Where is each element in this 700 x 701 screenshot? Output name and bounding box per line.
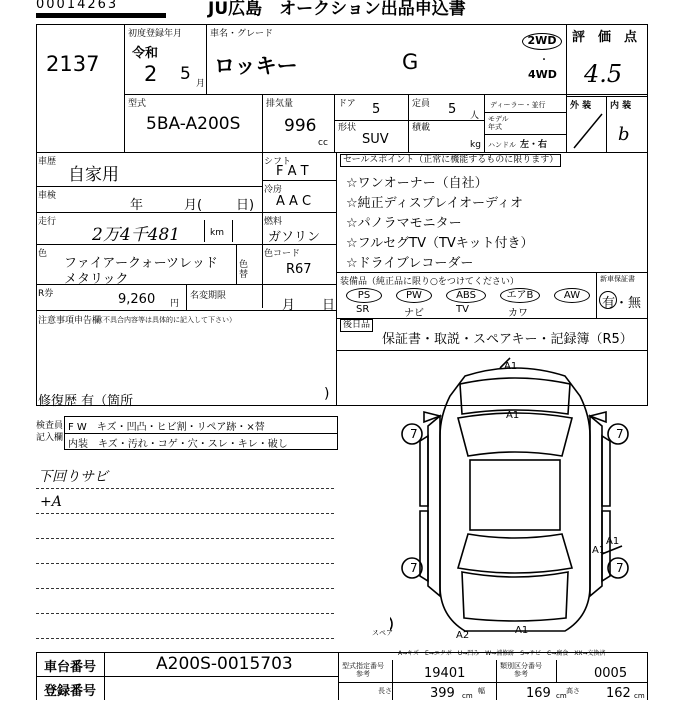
doors-value: 5 [372,102,381,117]
inspector-interior-row: 内装 キズ・汚れ・コゲ・穴・スレ・キレ・破し [68,439,288,450]
row-line [336,318,648,319]
height-value: 162 [606,686,631,701]
sale-point-item: ☆ドライブレコーダー [346,256,474,271]
drive-2wd-badge: 2WD [522,33,562,50]
wheel-mark-icon: 7 [410,427,418,441]
inspector-label: 検査員 記入欄 [36,421,64,443]
inspection-day-label: 日) [236,198,255,213]
transfer-month-label: 月 [282,298,296,313]
row-line [64,433,338,434]
sale-points-label: セールスポイント（正常に機能するものに限ります） [340,154,561,167]
repair-label: 修復歴 [38,394,78,409]
mileage-unit: km [210,228,224,238]
equip-navi: ナビ [404,308,424,319]
fuel-label: 燃料 [264,217,283,227]
spare-label: スペア [372,629,393,637]
aircon-label: 冷房 [264,185,283,195]
damage-mark: A2 [456,630,470,641]
color-code-label: 色コード [264,249,301,259]
row-line [36,676,338,677]
row-line [566,96,648,97]
row-line [336,272,648,273]
col-line [596,272,597,318]
model-value: 5BA-A200S [146,114,241,134]
type-cert-label: 型式指定番号 参考 [342,662,384,678]
equip-airbag: エアB [500,288,540,303]
equip-pw: PW [396,288,432,303]
col-line [204,220,205,242]
row-line [36,212,262,213]
evaluation-label: 評 価 点 [572,30,638,45]
equipment-label: 装備品（純正品に限り○をつけてください） [340,277,519,287]
col-line [566,24,567,152]
col-line [232,220,233,242]
attachments-value: 保証書・取説・スペアキー・記録簿（R5） [382,332,633,347]
wheel-mark-icon: 7 [410,561,418,575]
evaluation-score: 4.5 [584,60,623,88]
length-unit: cm [462,692,473,700]
color-label: 色 [38,249,48,259]
shift-value: F A T [276,164,309,179]
handle-value: 左・右 [520,140,548,150]
equip-kawa: カワ [508,308,528,319]
transfer-label: 名変期限 [190,291,227,301]
memo-line [36,513,334,514]
color-change-tag: 色替 [239,260,249,280]
equip-sr: SR [356,304,370,315]
sale-point-item: ☆ワンオーナー（自社） [346,176,488,191]
displacement-unit: cc [318,138,328,148]
memo-line [36,588,334,589]
frame-label: 車台番号 [44,660,97,675]
col-line [336,152,337,406]
row-line [338,682,648,683]
equip-tv: TV [456,304,469,315]
model-year-label: モデル年式 [488,115,509,131]
col-line [392,660,393,700]
width-unit: cm [556,692,567,700]
capacity-label: 定員 [412,99,431,109]
memo-line [36,488,334,489]
color-line2: メタリック [64,272,129,287]
doors-label: ドア [338,99,356,109]
length-value: 399 [430,686,455,701]
memo-line [36,538,334,539]
handwritten-note: 下回りサビ [38,469,108,485]
color-code-value: R67 [286,262,312,277]
equip-abs: ABS [446,288,486,303]
drive-4wd: 4WD [528,68,557,81]
class-value: 0005 [594,666,628,681]
load-unit: kg [470,140,481,150]
col-line [206,24,207,94]
memo-line [36,638,334,639]
inspector-fw-row: F W キズ・凹凸・ヒビ割・リペア跡・×替 [68,422,265,433]
sale-point-item: ☆フルセグTV（TVキット付き） [346,236,534,251]
row-line [334,120,484,121]
drive-separator: ・ [539,55,549,66]
usage-value: 自家用 [68,165,119,185]
registration-era: 令和 [132,46,159,61]
body-value: SUV [362,132,389,147]
new-book-value: 有・無 [602,296,642,311]
car-name: ロッキー [214,54,298,78]
registration-label: 初度登録年月 [128,29,183,39]
length-label: 長さ [378,687,392,695]
header-rule [36,13,166,18]
memo-line [36,563,334,564]
damage-mark: A1 [592,545,606,556]
handwritten-note: +A [40,494,62,510]
interior-score: b [618,124,630,145]
memo-line [36,613,334,614]
width-label: 幅 [478,687,485,695]
repair-value: 有（箇所 [81,394,134,409]
handle-label: ハンドル [488,141,516,149]
doc-number: 00014263 [36,0,119,12]
interior-label: 内 装 [610,101,632,111]
usage-label: 車歴 [38,157,57,167]
inspection-month-label: 月( [184,198,203,213]
notes-sublabel: （不具合内容等は具体的に記入して下さい） [96,316,236,324]
equip-aw: AW [554,288,590,303]
height-unit: cm [634,692,645,700]
col-line [556,660,557,682]
col-line [262,94,263,308]
row-line [124,94,648,95]
new-book-label: 新車保証書 [600,275,635,283]
col-line [186,284,187,310]
attachments-label: 後日品 [340,319,373,332]
equip-ps: PS [346,288,382,303]
damage-mark: A1 [515,625,529,636]
registration-year: 2 [144,62,158,86]
recycle-label: R券 [38,289,54,299]
col-line [606,96,607,152]
car-name-label: 車名・グレード [210,29,274,39]
notes-label: 注意事項申告欄 [38,316,102,326]
load-label: 積載 [412,123,431,133]
row-line [484,134,566,135]
sale-point-item: ☆パノラマモニター [346,216,462,231]
damage-mark: A1 [504,361,518,372]
row-line [336,350,648,351]
damage-mark: A1 [506,410,520,421]
exterior-label: 外 装 [570,101,592,111]
row-line [262,212,336,213]
inspection-label: 車検 [38,191,57,201]
mileage-label: 走行 [38,217,57,227]
exterior-slash-mark [572,110,604,150]
height-label: 高さ [566,687,580,695]
col-line [338,652,339,700]
row-line [484,112,566,113]
form-title: JU広島 オークション出品申込書 [208,0,466,19]
registration-month-unit: 月 [196,79,206,89]
wheel-mark-icon: 7 [616,561,624,575]
row-line [36,186,262,187]
damage-mark: A1 [606,536,620,547]
mileage-value: 2万4千481 [92,225,181,245]
registration-month: 5 [180,64,191,84]
col-line [104,652,105,700]
new-book-circle [599,291,617,309]
width-value: 169 [526,686,551,701]
car-grade: G [402,50,419,74]
transfer-day-label: 日 [322,298,336,313]
form-frame [36,24,648,406]
sale-point-item: ☆純正ディスプレイオーディオ [346,196,524,211]
fuel-value: ガソリン [268,230,321,245]
col-line [496,660,497,700]
col-line [408,94,409,152]
col-line [124,24,125,152]
wheel-mark-icon: 7 [616,427,624,441]
lot-number: 2137 [46,52,100,76]
dealer-label: ディーラー・並行 [490,101,546,109]
car-damage-diagram [390,356,640,646]
capacity-value: 5 [448,102,457,117]
repair-history [38,390,133,409]
type-cert-value: 19401 [424,666,466,681]
recycle-unit: 円 [170,299,180,309]
aircon-value: A A C [276,194,312,209]
inspection-year-label: 年 [130,198,144,213]
model-label: 型式 [128,99,147,109]
color-line1: ファイアークォーツレッド [64,256,218,271]
capacity-unit: 人 [470,111,480,121]
reg-label: 登録番号 [44,684,97,699]
col-line [484,94,485,152]
shift-label: シフト [264,157,292,167]
repair-close-bracket: ) [324,386,330,402]
displacement-value: 996 [284,116,317,136]
row-line [262,180,336,181]
col-line [236,244,237,284]
displacement-label: 排気量 [266,99,294,109]
body-label: 形状 [338,123,357,133]
recycle-value: 9,260 [118,292,156,307]
row-line [36,152,648,153]
damage-legend: A→キズ E→エクボ U→凹み W→補修跡 S→サビ C→腐食 XX→交換済 [398,650,606,657]
class-label: 類別区分番号 参考 [500,662,542,678]
frame-value: A200S-0015703 [156,654,293,674]
col-line [334,94,335,152]
